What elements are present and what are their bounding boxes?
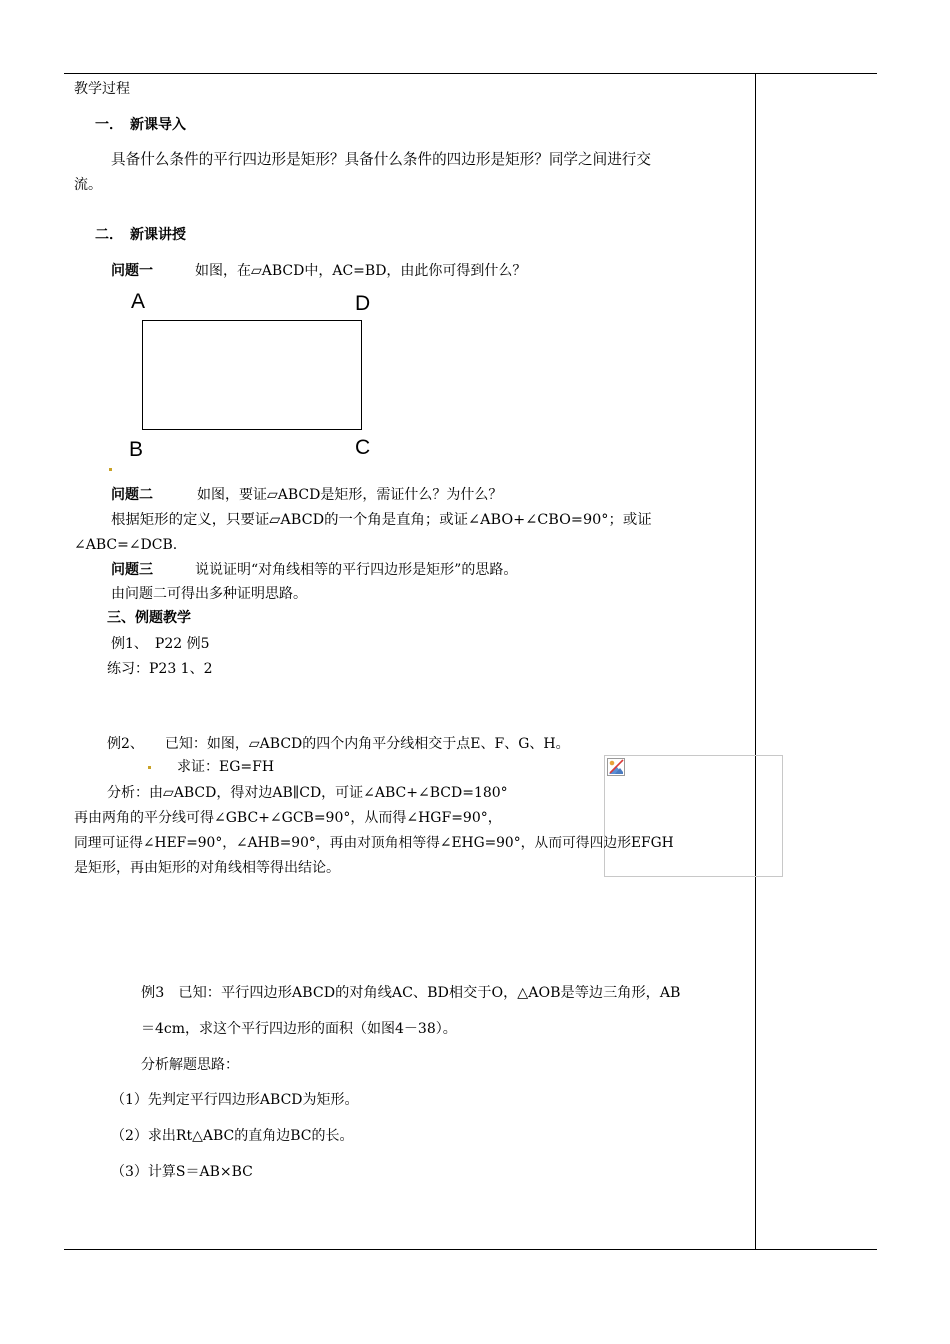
question2-answer-line2: ∠ABC=∠DCB. bbox=[74, 537, 178, 553]
rectangle-abcd-figure bbox=[142, 320, 362, 430]
question3-text: 说说证明“对角线相等的平行四边形是矩形”的思路。 bbox=[195, 562, 518, 578]
analysis-line4: 是矩形，再由矩形的对角线相等得出结论。 bbox=[74, 860, 340, 876]
figure-label-c: C bbox=[355, 436, 371, 459]
intro-paragraph-line1: 具备什么条件的平行四边形是矩形？具备什么条件的四边形是矩形？同学之间进行交 bbox=[111, 151, 651, 168]
heading-new-lesson-intro: 一． 新课导入 bbox=[95, 117, 186, 133]
broken-image-icon bbox=[607, 758, 625, 776]
question3-label: 问题三 bbox=[111, 562, 153, 578]
example3-line1: 例3 已知：平行四边形ABCD的对角线AC、BD相交于O，△AOB是等边三角形，AB bbox=[141, 985, 681, 1001]
example3-step1: （1）先判定平行四边形ABCD为矩形。 bbox=[111, 1092, 359, 1108]
analysis-line2: 再由两角的平分线可得∠GBC+∠GCB=90°，从而得∠HGF=90°， bbox=[74, 810, 502, 826]
example3-analysis: 分析解题思路： bbox=[141, 1057, 239, 1073]
figure-label-d: D bbox=[355, 292, 371, 315]
question2-label: 问题二 bbox=[111, 487, 153, 503]
stray-mark-2 bbox=[148, 766, 151, 769]
stray-mark bbox=[109, 468, 112, 471]
example3-line2: ＝4cm，求这个平行四边形的面积（如图4－38）。 bbox=[141, 1021, 457, 1037]
practice: 练习：P23 1、2 bbox=[107, 661, 213, 677]
example3-step3: （3）计算S＝AB×BC bbox=[111, 1164, 253, 1180]
figure-label-b: B bbox=[129, 438, 144, 461]
example1: 例1、 P22 例5 bbox=[111, 636, 210, 652]
table-column-divider bbox=[755, 73, 756, 1250]
question2-text: 如图，要证▱ABCD是矩形，需证什么？为什么？ bbox=[197, 487, 503, 503]
example2-figure-placeholder bbox=[604, 755, 783, 877]
analysis-line3: 同理可证得∠HEF=90°，∠AHB=90°，再由对顶角相等得∠EHG=90°，从而可得四边形EFGH bbox=[74, 835, 674, 851]
figure-label-a: A bbox=[131, 290, 146, 313]
example2-line1: 例2、 已知：如图，▱ABCD的四个内角平分线相交于点E、F、G、H。 bbox=[107, 736, 570, 752]
heading-examples: 三、例题教学 bbox=[107, 610, 191, 626]
question1-text: 如图，在▱ABCD中，AC=BD，由此你可得到什么？ bbox=[195, 263, 527, 279]
example3-step2: （2）求出Rt△ABC的直角边BC的长。 bbox=[111, 1128, 354, 1144]
intro-paragraph-line2: 流。 bbox=[74, 177, 102, 193]
question2-answer-line1: 根据矩形的定义，只要证▱ABCD的一个角是直角；或证∠ABO+∠CBO=90°；或证 bbox=[111, 512, 652, 528]
section-title: 教学过程 bbox=[74, 81, 130, 97]
heading-new-lesson-teaching: 二． 新课讲授 bbox=[95, 227, 186, 243]
analysis-line1: 分析：由▱ABCD，得对边AB∥CD，可证∠ABC+∠BCD=180° bbox=[107, 785, 508, 801]
question3-answer: 由问题二可得出多种证明思路。 bbox=[111, 586, 307, 602]
example2-prove: 求证：EG=FH bbox=[177, 759, 275, 775]
question1-label: 问题一 bbox=[111, 263, 153, 279]
